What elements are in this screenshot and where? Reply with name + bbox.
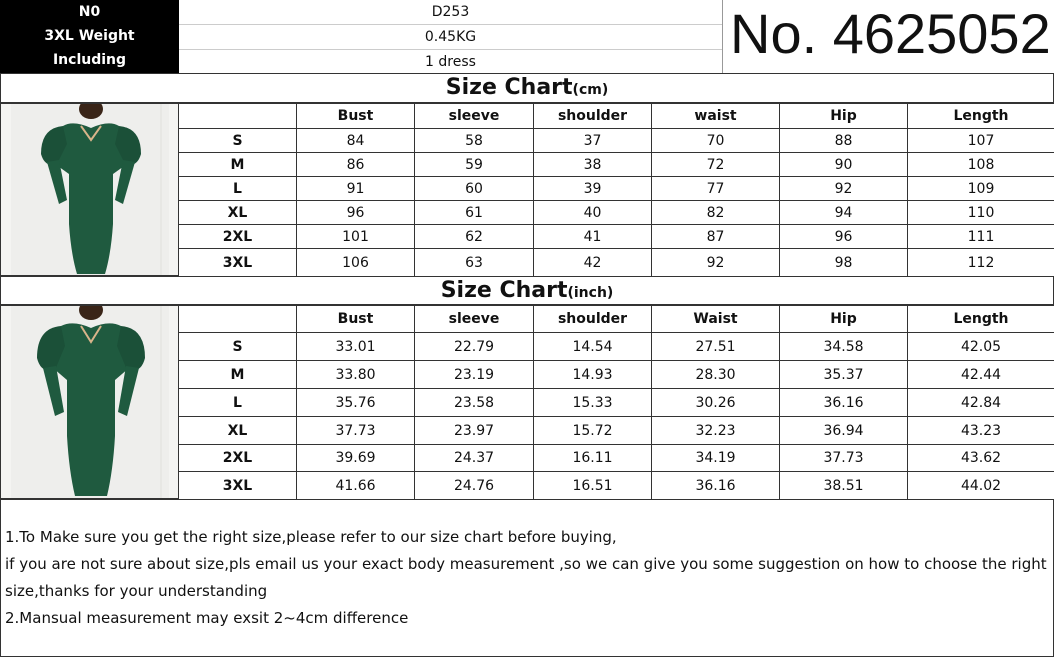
dress-photo-image [1, 306, 179, 499]
product-number: No. 4625052 [730, 2, 1051, 65]
table-cell: 32.23 [652, 417, 780, 445]
table-cell: 77 [652, 177, 780, 201]
table-cell: 58 [415, 129, 534, 153]
size-label: L [179, 389, 297, 417]
table-cell: 43.62 [908, 445, 1054, 472]
table-row [179, 129, 1054, 153]
column-header [179, 306, 297, 333]
header-left-line: 3XL Weight [44, 28, 135, 44]
table-cell: 82 [652, 201, 780, 225]
table-cell: 43.23 [908, 417, 1054, 445]
table-cell: 38.51 [780, 472, 908, 500]
column-header: shoulder [534, 306, 652, 333]
table-cell: 111 [908, 225, 1054, 249]
table-row [179, 472, 1054, 500]
table-cell: 36.94 [780, 417, 908, 445]
size-label: S [179, 129, 297, 153]
column-header: Bust [297, 306, 415, 333]
table-cell: 40 [534, 201, 652, 225]
table-cell: 91 [297, 177, 415, 201]
table-cell: 42.05 [908, 333, 1054, 361]
note-line: 1.To Make sure you get the right size,please refer to our size chart before buying, [5, 528, 617, 546]
table-cell: 15.33 [534, 389, 652, 417]
table-cell: 106 [297, 249, 415, 277]
table-cell: 86 [297, 153, 415, 177]
table-cell: 87 [652, 225, 780, 249]
size-chart-inch-title [0, 276, 1054, 305]
table-cell: 84 [297, 129, 415, 153]
table-cell: 92 [780, 177, 908, 201]
column-header: Bust [297, 104, 415, 129]
table-row [179, 333, 1054, 361]
column-header: Waist [652, 306, 780, 333]
table-cell: 59 [415, 153, 534, 177]
table-cell: 109 [908, 177, 1054, 201]
table-cell: 36.16 [780, 389, 908, 417]
table-row [179, 417, 1054, 445]
table-cell: 34.19 [652, 445, 780, 472]
size-label: 2XL [179, 445, 297, 472]
table-cell: 35.76 [297, 389, 415, 417]
table-cell: 112 [908, 249, 1054, 277]
note-line: if you are not sure about size,pls email us your exact body measurement ,so we can give you some suggestion on how to choose the right size,thanks for your understanding [5, 555, 1047, 600]
column-header [179, 104, 297, 129]
table-row [179, 177, 1054, 201]
table-cell: 15.72 [534, 417, 652, 445]
header-info-left [0, 0, 179, 73]
note-line: 2.Mansual measurement may exsit 2~4cm difference [5, 609, 409, 627]
size-label: XL [179, 201, 297, 225]
table-cell: 110 [908, 201, 1054, 225]
table-header-row [179, 306, 1054, 333]
size-label: 3XL [179, 249, 297, 277]
table-cell: 62 [415, 225, 534, 249]
table-cell: 42.44 [908, 361, 1054, 389]
table-row [179, 389, 1054, 417]
table-cell: 14.93 [534, 361, 652, 389]
table-cell: 94 [780, 201, 908, 225]
header-left-line: N0 [78, 4, 101, 20]
chart-title-text: Size Chart [440, 278, 568, 303]
size-table-inch [178, 305, 1054, 500]
table-cell: 37.73 [780, 445, 908, 472]
table-cell: 41 [534, 225, 652, 249]
table-cell: 33.01 [297, 333, 415, 361]
column-header: Hip [780, 104, 908, 129]
table-cell: 23.58 [415, 389, 534, 417]
size-chart-cm-title [0, 73, 1054, 103]
table-cell: 42 [534, 249, 652, 277]
table-cell: 16.11 [534, 445, 652, 472]
table-cell: 96 [297, 201, 415, 225]
table-cell: 44.02 [908, 472, 1054, 500]
header-left-line: Including [52, 52, 127, 68]
table-cell: 101 [297, 225, 415, 249]
chart-unit-text: (cm) [572, 82, 609, 98]
table-cell: 24.76 [415, 472, 534, 500]
dress-photo [0, 103, 179, 276]
table-cell: 24.37 [415, 445, 534, 472]
table-cell: 22.79 [415, 333, 534, 361]
column-header: sleeve [415, 104, 534, 129]
header-mid-line: 0.45KG [179, 25, 722, 50]
table-cell: 92 [652, 249, 780, 277]
table-cell: 37 [534, 129, 652, 153]
table-row [179, 249, 1054, 277]
column-header: Length [908, 306, 1054, 333]
table-cell: 35.37 [780, 361, 908, 389]
table-row [179, 225, 1054, 249]
header-info-middle [179, 0, 723, 73]
table-cell: 98 [780, 249, 908, 277]
size-table-cm [178, 103, 1054, 277]
table-cell: 38 [534, 153, 652, 177]
table-cell: 107 [908, 129, 1054, 153]
table-cell: 63 [415, 249, 534, 277]
chart-title-text: Size Chart [445, 75, 573, 100]
table-cell: 23.97 [415, 417, 534, 445]
table-cell: 96 [780, 225, 908, 249]
size-label: L [179, 177, 297, 201]
table-cell: 61 [415, 201, 534, 225]
size-label: XL [179, 417, 297, 445]
header-mid-line: 1 dress [425, 54, 476, 70]
column-header: shoulder [534, 104, 652, 129]
table-cell: 39.69 [297, 445, 415, 472]
table-cell: 23.19 [415, 361, 534, 389]
column-header: Hip [780, 306, 908, 333]
table-cell: 14.54 [534, 333, 652, 361]
table-cell: 39 [534, 177, 652, 201]
size-label: M [179, 153, 297, 177]
table-cell: 33.80 [297, 361, 415, 389]
column-header: sleeve [415, 306, 534, 333]
table-cell: 88 [780, 129, 908, 153]
header-mid-line: D253 [179, 0, 722, 25]
table-row [179, 361, 1054, 389]
table-cell: 34.58 [780, 333, 908, 361]
column-header: waist [652, 104, 780, 129]
size-label: M [179, 361, 297, 389]
table-cell: 28.30 [652, 361, 780, 389]
size-label: S [179, 333, 297, 361]
table-row [179, 445, 1054, 472]
table-row [179, 153, 1054, 177]
table-cell: 41.66 [297, 472, 415, 500]
chart-unit-text: (inch) [567, 285, 614, 301]
table-cell: 27.51 [652, 333, 780, 361]
table-cell: 108 [908, 153, 1054, 177]
table-cell: 36.16 [652, 472, 780, 500]
table-cell: 30.26 [652, 389, 780, 417]
dress-photo-image [1, 104, 179, 276]
size-notes [0, 499, 1054, 657]
table-row [179, 201, 1054, 225]
size-label: 3XL [179, 472, 297, 500]
table-header-row [179, 104, 1054, 129]
column-header: Length [908, 104, 1054, 129]
table-cell: 72 [652, 153, 780, 177]
size-label: 2XL [179, 225, 297, 249]
table-cell: 60 [415, 177, 534, 201]
table-cell: 70 [652, 129, 780, 153]
table-cell: 42.84 [908, 389, 1054, 417]
table-cell: 90 [780, 153, 908, 177]
table-cell: 16.51 [534, 472, 652, 500]
dress-photo [0, 305, 179, 499]
table-cell: 37.73 [297, 417, 415, 445]
